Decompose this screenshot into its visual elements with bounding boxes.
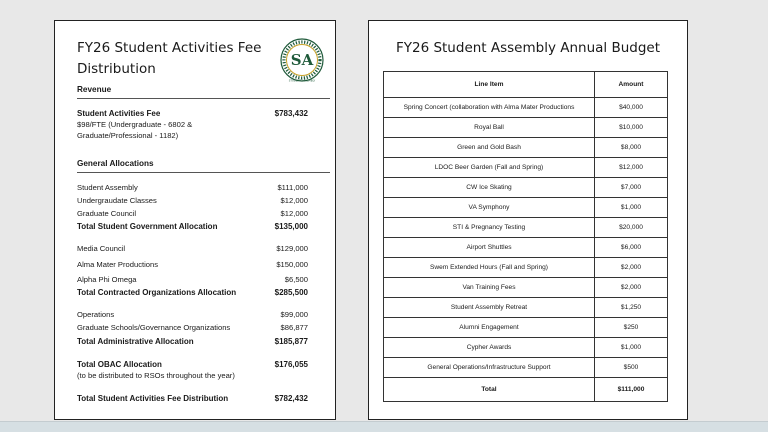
bottom-bar	[0, 421, 768, 432]
allocation-row: Operations $99,000	[77, 310, 308, 319]
allocation-row: Media Council $129,000	[77, 244, 308, 253]
table-row: Alumni Engagement $250	[384, 318, 668, 338]
administrative-total-row: Total Administrative Allocation $185,877	[77, 337, 308, 346]
column-header-line-item: Line Item	[384, 72, 595, 98]
page-title: FY26 Student Assembly Annual Budget	[395, 40, 661, 56]
fee-row: Student Activities Fee $783,432	[77, 109, 308, 118]
table-row: Student Assembly Retreat $1,250	[384, 298, 668, 318]
table-row: LDOC Beer Garden (Fall and Spring) $12,000	[384, 158, 668, 178]
table-row: Cypher Awards $1,000	[384, 338, 668, 358]
allocation-row: Undergraudate Classes $12,000	[77, 196, 308, 205]
student-assembly-logo	[280, 38, 324, 82]
general-allocations-heading: General Allocations	[77, 159, 154, 168]
divider	[77, 98, 330, 99]
revenue-heading: Revenue	[77, 85, 112, 94]
annual-budget-page	[368, 20, 688, 420]
table-row: Van Training Fees $2,000	[384, 278, 668, 298]
table-header	[384, 72, 668, 98]
table-row: Royal Ball $10,000	[384, 118, 668, 138]
budget-table	[383, 71, 668, 402]
allocation-row: Graduate Council $12,000	[77, 209, 308, 218]
table-row: Green and Gold Bash $8,000	[384, 138, 668, 158]
svg-text:SA: SA	[290, 51, 314, 69]
contracted-total-row: Total Contracted Organizations Allocation $285,500	[77, 288, 308, 297]
table-row: Airport Shuttles $6,000	[384, 238, 668, 258]
total-row: Total $111,000	[384, 378, 668, 402]
table-row: Swem Extended Hours (Fall and Spring) $2,000	[384, 258, 668, 278]
grand-total-row: Total Student Activities Fee Distribution $782,432	[77, 394, 308, 403]
allocation-row: Alpha Phi Omega $6,500	[77, 275, 308, 284]
allocation-row: Graduate Schools/Governance Organizations $86,877	[77, 323, 308, 332]
divider	[77, 172, 330, 173]
table-row: VA Symphony $1,000	[384, 198, 668, 218]
fee-detail: $98/FTE (Undergraduate - 6802 & Graduate/Professional - 1182)	[77, 120, 193, 140]
allocation-row: Alma Mater Productions $150,000	[77, 260, 308, 269]
table-row: Spring Concert (collaboration with Alma Mater Productions $40,000	[384, 98, 668, 118]
svg-text:STUDENT ASSEMBLY: STUDENT ASSEMBLY	[288, 79, 316, 82]
allocation-row: Student Assembly $111,000	[77, 183, 308, 192]
column-header-amount: Amount	[595, 72, 668, 98]
government-total-row: Total Student Government Allocation $135,000	[77, 222, 308, 231]
table-row: General Operations/Infrastructure Support $500	[384, 358, 668, 378]
page-title: FY26 Student Activities Fee Distribution	[77, 40, 262, 77]
obac-total-row: Total OBAC Allocation $176,055	[77, 360, 308, 369]
table-row: CW Ice Skating $7,000	[384, 178, 668, 198]
fee-distribution-page	[54, 20, 336, 420]
obac-note: (to be distributed to RSOs throughout the year)	[77, 371, 235, 380]
table-row: STI & Pregnancy Testing $20,000	[384, 218, 668, 238]
